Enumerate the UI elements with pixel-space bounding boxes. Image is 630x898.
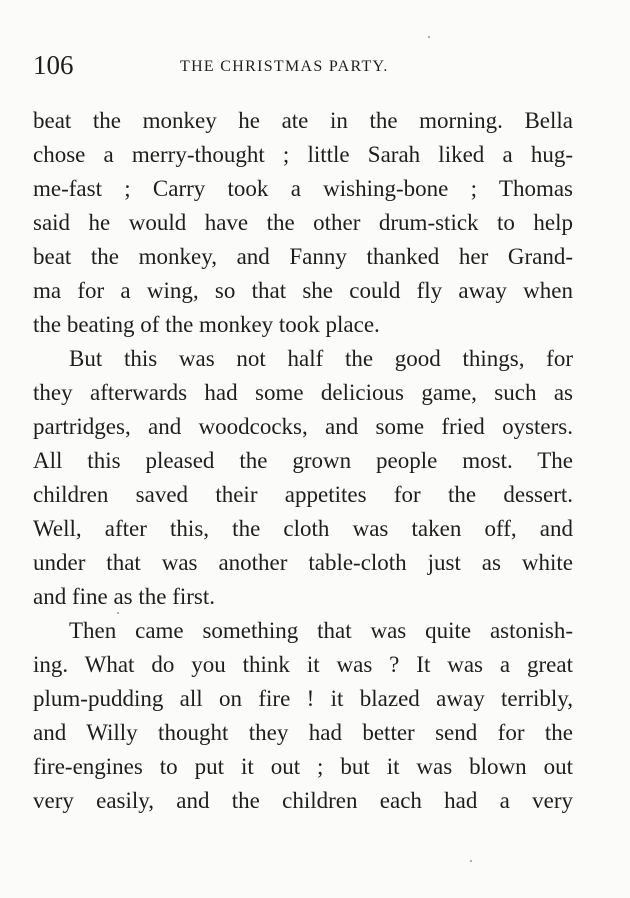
text-line: ing. What do you think it was ? It was a great: [33, 652, 573, 677]
paragraph-end-line: the beating of the monkey took place.: [33, 312, 380, 337]
text-line: and Willy thought they had better send for the: [33, 720, 573, 745]
text-line: partridges, and woodcocks, and some fried oysters.: [33, 414, 573, 439]
text-line: under that was another table-cloth just as white: [33, 550, 573, 575]
text-line: ma for a wing, so that she could fly away when: [33, 278, 573, 303]
text-line: beat the monkey, and Fanny thanked her Grand-: [33, 244, 573, 269]
text-line: me-fast ; Carry took a wishing-bone ; Thomas: [33, 176, 573, 201]
paper-speck: [428, 36, 430, 38]
body-text: [33, 104, 573, 818]
text-line: plum-pudding all on fire ! it blazed away terribly,: [33, 686, 573, 711]
paragraph-start-line: Then came something that was quite astonish-: [69, 618, 573, 643]
text-line: said he would have the other drum-stick to help: [33, 210, 573, 235]
page-number: 106: [33, 50, 74, 80]
text-line: they afterwards had some delicious game, such as: [33, 380, 573, 405]
text-line: very easily, and the children each had a very: [33, 788, 573, 813]
paragraph-start-line: But this was not half the good things, for: [69, 346, 573, 371]
page-header: [33, 48, 573, 82]
text-line: chose a merry-thought ; little Sarah liked a hug-: [33, 142, 573, 167]
paragraph-end-line: and fine as the first.: [33, 584, 216, 609]
text-line: children saved their appetites for the dessert.: [33, 482, 573, 507]
running-head: THE CHRISTMAS PARTY.: [180, 58, 389, 75]
text-line: Well, after this, the cloth was taken off, and: [33, 516, 573, 541]
paper-speck: [117, 612, 119, 614]
paper-speck: [470, 860, 472, 862]
text-line: fire-engines to put it out ; but it was blown out: [33, 754, 573, 779]
text-line: beat the monkey he ate in the morning. Bella: [33, 108, 573, 133]
text-line: All this pleased the grown people most. The: [33, 448, 573, 473]
